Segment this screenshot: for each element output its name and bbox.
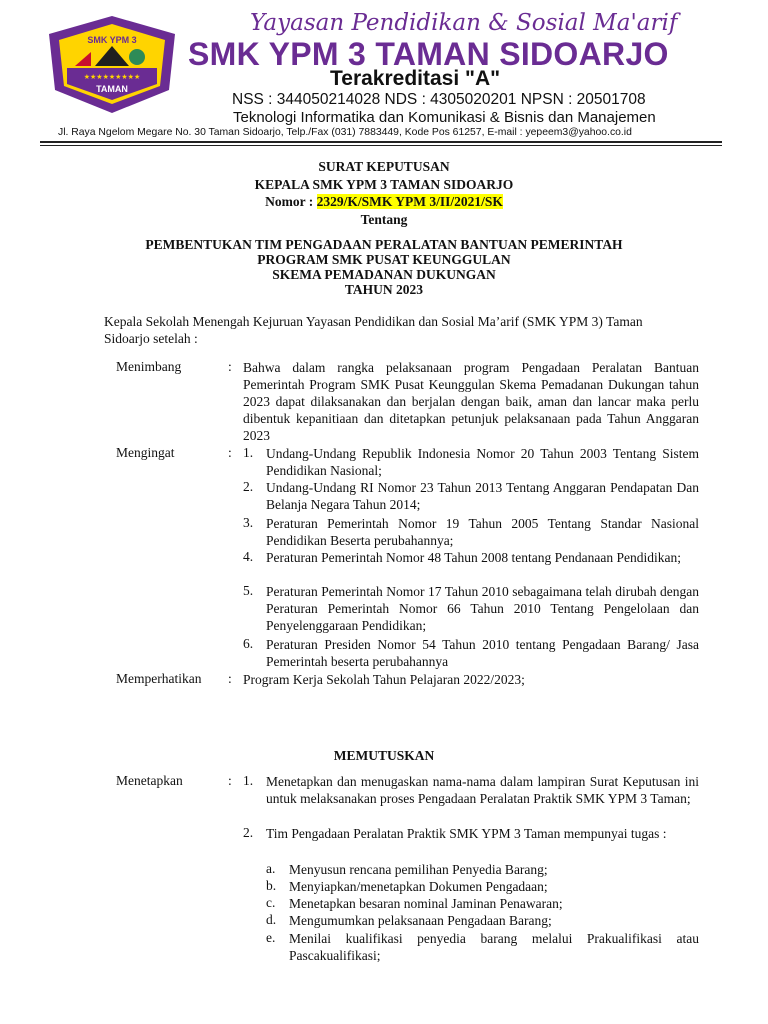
mengingat-num-6: 6. <box>243 636 254 651</box>
mengingat-item-4: Peraturan Pemerintah Nomor 48 Tahun 2008 tentang Pendanaan Pendidikan; <box>266 550 681 565</box>
menetapkan-num-1: 1. <box>243 773 254 788</box>
task-a: Menyusun rencana pemilihan Penyedia Barang; <box>289 862 548 877</box>
school-name: SMK YPM 3 TAMAN SIDOARJO <box>188 36 669 72</box>
header-divider <box>40 141 722 143</box>
logo-text-bottom: TAMAN <box>96 84 128 94</box>
mengingat-item-6: Peraturan Presiden Nomor 54 Tahun 2010 tentang Pengadaan Barang/ Jasa Pemerintah beserta perubahannya <box>266 637 699 669</box>
mengingat-colon: : <box>228 445 232 460</box>
mengingat-label: Mengingat <box>116 445 175 460</box>
doc-tentang: Tentang <box>360 212 408 227</box>
foundation-name: Yayasan Pendidikan & Sosial Ma'arif <box>250 10 678 36</box>
doc-issuer: KEPALA SMK YPM 3 TAMAN SIDOARJO <box>254 177 514 192</box>
menetapkan-item-1: Menetapkan dan menugaskan nama-nama dalam lampiran Surat Keputusan ini untuk melaksanakan proses Pengadaan Peralatan Praktik SMK YPM 3 Taman; <box>266 774 699 806</box>
mengingat-num-4: 4. <box>243 549 254 564</box>
study-programs: Teknologi Informatika dan Komunikasi & Bisnis dan Manajemen <box>233 109 656 126</box>
task-letter-a: a. <box>266 861 276 876</box>
task-letter-b: b. <box>266 878 277 893</box>
accreditation: Terakreditasi "A" <box>330 67 501 90</box>
task-d: Mengumumkan pelaksanaan Pengadaan Barang; <box>289 913 552 928</box>
decision-heading: MEMUTUSKAN <box>333 748 435 763</box>
subject-line-3: SKEMA PEMADANAN DUKUNGAN <box>272 267 496 282</box>
subject-line-2: PROGRAM SMK PUSAT KEUNGGULAN <box>257 252 511 267</box>
logo-globe-icon <box>129 49 145 65</box>
menetapkan-item-2: Tim Pengadaan Peralatan Praktik SMK YPM 3 Taman mempunyai tugas : <box>266 826 667 841</box>
subject-line-4: TAHUN 2023 <box>344 282 424 297</box>
memperhatikan-colon: : <box>228 671 232 686</box>
task-letter-c: c. <box>266 895 276 910</box>
mengingat-item-5: Peraturan Pemerintah Nomor 17 Tahun 2010 sebagaimana telah dirubah dengan Peraturan Pemerintah Nomor 66 Tahun 2010 Tentang Pengelolaan dan Penyelenggaraan Pendidikan; <box>266 584 699 633</box>
logo-text-top: SMK YPM 3 <box>87 35 137 45</box>
menimbang-colon: : <box>228 359 232 374</box>
mengingat-num-1: 1. <box>243 445 254 460</box>
task-b: Menyiapkan/menetapkan Dokumen Pengadaan; <box>289 879 548 894</box>
task-e: Menilai kualifikasi penyedia barang melalui Prakualifikasi atau Pascakualifikasi; <box>289 931 699 963</box>
mengingat-num-3: 3. <box>243 515 254 530</box>
menetapkan-colon: : <box>228 773 232 788</box>
task-letter-e: e. <box>266 930 276 945</box>
memperhatikan-label: Memperhatikan <box>116 671 202 686</box>
task-letter-d: d. <box>266 912 277 927</box>
menimbang-label: Menimbang <box>116 359 182 374</box>
doc-number <box>0 194 768 210</box>
mengingat-item-1: Undang-Undang Republik Indonesia Nomor 20 Tahun 2003 Tentang Sistem Pendidikan Nasional; <box>266 446 699 478</box>
doc-number-value: 2329/K/SMK YPM 3/II/2021/SK <box>316 194 503 209</box>
menimbang-text: Bahwa dalam rangka pelaksanaan program Pengadaan Peralatan Bantuan Pemerintah Program SMK Pusat Keunggulan Skema Pemadanan Dukungan tahun 2023 dapat dilaksanakan dan berjalan dengan baik, aman dan lancar maka perlu dibentuk kepanitiaan dan ditetapkan petunjuk pelaksanaan pada Tahun Anggaran 2023 <box>243 360 699 443</box>
mengingat-item-2: Undang-Undang RI Nomor 23 Tahun 2013 Tentang Anggaran Pendapatan Dan Belanja Negara Tahun 2014; <box>266 480 699 512</box>
memperhatikan-text: Program Kerja Sekolah Tahun Pelajaran 2022/2023; <box>243 672 525 687</box>
logo-stars: ★★★★★★★★★ <box>83 73 141 81</box>
doc-number-label: Nomor : <box>265 194 317 209</box>
mengingat-num-5: 5. <box>243 583 254 598</box>
mengingat-item-3: Peraturan Pemerintah Nomor 19 Tahun 2005 Tentang Standar Nasional Pendidikan Beserta perubahannya; <box>266 516 699 548</box>
school-address: Jl. Raya Ngelom Megare No. 30 Taman Sidoarjo, Telp./Fax (031) 7883449, Kode Pos 61257, E-mail : yepeem3@yahoo.co.id <box>58 127 632 138</box>
intro-paragraph: Kepala Sekolah Menengah Kejuruan Yayasan Pendidikan dan Sosial Ma’arif (SMK YPM 3) Taman Sidoarjo setelah : <box>104 314 643 346</box>
doc-type: SURAT KEPUTUSAN <box>318 159 450 174</box>
subject-line-1: PEMBENTUKAN TIM PENGADAAN PERALATAN BANTUAN PEMERINTAH <box>145 237 623 252</box>
school-ids: NSS : 344050214028 NDS : 4305020201 NPSN : 20501708 <box>232 91 646 108</box>
menetapkan-num-2: 2. <box>243 825 254 840</box>
mengingat-num-2: 2. <box>243 479 254 494</box>
task-c: Menetapkan besaran nominal Jaminan Penawaran; <box>289 896 563 911</box>
header-divider-thin <box>40 145 722 146</box>
school-logo <box>45 12 179 116</box>
menetapkan-label: Menetapkan <box>116 773 183 788</box>
